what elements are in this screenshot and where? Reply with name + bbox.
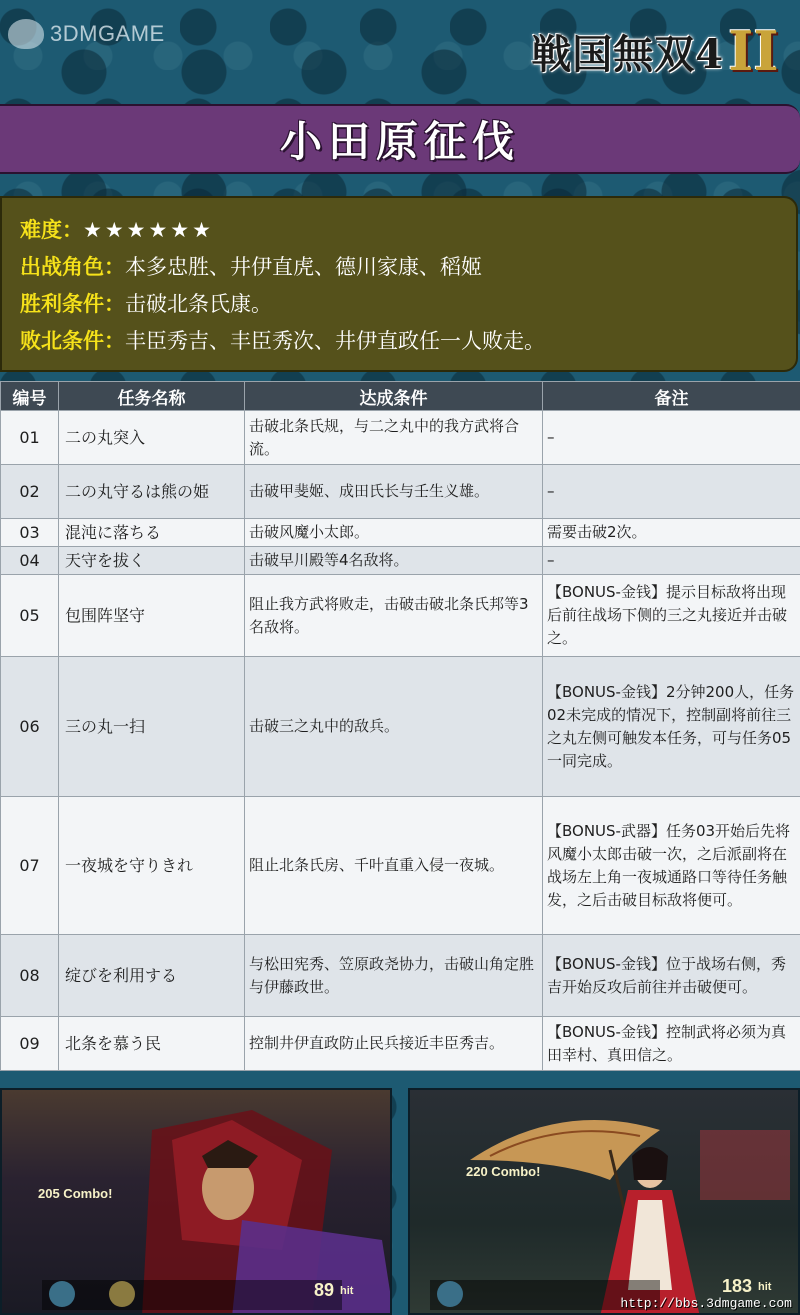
- watermark-text: 3DMGAME: [50, 21, 165, 46]
- defeat-row: [20, 323, 796, 360]
- row-condition: 击破北条氏规，与二之丸中的我方武将合流。: [245, 411, 543, 465]
- characters-row: [20, 249, 796, 286]
- table-row: [1, 465, 800, 519]
- forum-url-caption: http://bbs.3dmgame.com: [620, 1296, 792, 1311]
- header-number: 编号: [1, 382, 59, 411]
- stage-title: 小田原征伐: [279, 117, 520, 166]
- game-logo-text: 戦国無双4: [531, 30, 725, 78]
- row-number: 02: [1, 465, 59, 519]
- left-combo-counter: 205 Combo!: [38, 1186, 113, 1201]
- defeat-value: 丰臣秀吉、丰臣秀次、井伊直政任一人败走。: [125, 329, 545, 353]
- right-ko-unit: hit: [758, 1281, 772, 1293]
- row-note: 【BONUS-金钱】提示目标敌将出现后前往战场下侧的三之丸接近并击破之。: [543, 575, 800, 657]
- row-mission-name: 天守を拔く: [59, 547, 245, 575]
- header-mission-name: 任务名称: [59, 382, 245, 411]
- stage-info-box: [0, 196, 798, 372]
- victory-row: [20, 286, 796, 323]
- row-condition: 阻止北条氏房、千叶直重入侵一夜城。: [245, 797, 543, 935]
- header-condition: 达成条件: [245, 382, 543, 411]
- screenshot-strip: [0, 1088, 800, 1315]
- table-row: [1, 797, 800, 935]
- row-note: 需要击破2次。: [543, 519, 800, 547]
- difficulty-label: 难度：: [20, 218, 83, 242]
- row-mission-name: 一夜城を守りきれ: [59, 797, 245, 935]
- right-combo-counter: 220 Combo!: [466, 1164, 541, 1179]
- row-number: 09: [1, 1017, 59, 1071]
- row-mission-name: 包围阵坚守: [59, 575, 245, 657]
- victory-value: 击破北条氏康。: [125, 292, 272, 316]
- gameplay-screenshot-right: [408, 1088, 800, 1315]
- mission-table: [0, 381, 800, 1071]
- characters-value: 本多忠胜、井伊直虎、德川家康、稻姬: [125, 255, 482, 279]
- table-row: [1, 547, 800, 575]
- row-note: –: [543, 411, 800, 465]
- characters-label: 出战角色：: [20, 255, 125, 279]
- row-mission-name: 三の丸一扫: [59, 657, 245, 797]
- table-row: [1, 575, 800, 657]
- row-number: 07: [1, 797, 59, 935]
- row-condition: 阻止我方武将败走，击破击破北条氏邦等3名敌将。: [245, 575, 543, 657]
- difficulty-stars: ★★★★★★: [83, 218, 214, 242]
- row-number: 03: [1, 519, 59, 547]
- table-row: [1, 935, 800, 1017]
- right-ko-counter: 183: [722, 1276, 753, 1296]
- difficulty-row: [20, 212, 796, 249]
- mission-table-header: [1, 382, 800, 411]
- row-note: –: [543, 547, 800, 575]
- table-row: [1, 1017, 800, 1071]
- row-number: 08: [1, 935, 59, 1017]
- row-number: 04: [1, 547, 59, 575]
- left-ko-counter: 89: [314, 1280, 335, 1300]
- row-note: –: [543, 465, 800, 519]
- watermark-logo-icon: [8, 19, 44, 49]
- table-row: [1, 657, 800, 797]
- row-note: 【BONUS-金钱】位于战场右侧，秀吉开始反攻后前往并击破便可。: [543, 935, 800, 1017]
- row-condition: 与松田宪秀、笠原政尧协力，击破山角定胜与伊藤政世。: [245, 935, 543, 1017]
- row-condition: 击破风魔小太郎。: [245, 519, 543, 547]
- row-mission-name: 混沌に落ちる: [59, 519, 245, 547]
- table-row: [1, 519, 800, 547]
- table-row: [1, 411, 800, 465]
- row-condition: 击破早川殿等4名敌将。: [245, 547, 543, 575]
- row-note: 【BONUS-金钱】控制武将必须为真田幸村、真田信之。: [543, 1017, 800, 1071]
- row-number: 01: [1, 411, 59, 465]
- row-condition: 控制井伊直政防止民兵接近丰臣秀吉。: [245, 1017, 543, 1071]
- row-note: 【BONUS-武器】任务03开始后先将风魔小太郎击破一次，之后派副将在战场左上角一夜城通路口等待任务触发，之后击破目标敌将便可。: [543, 797, 800, 935]
- row-condition: 击破甲斐姬、成田氏长与壬生义雄。: [245, 465, 543, 519]
- gameplay-screenshot-left: [0, 1088, 392, 1315]
- victory-label: 胜利条件：: [20, 292, 125, 316]
- row-mission-name: 二の丸突入: [59, 411, 245, 465]
- left-ko-unit: hit: [340, 1285, 354, 1297]
- defeat-label: 败北条件：: [20, 329, 125, 353]
- row-number: 05: [1, 575, 59, 657]
- stage-title-banner: [0, 104, 800, 174]
- row-note: 【BONUS-金钱】2分钟200人，任务02未完成的情况下，控制副将前往三之丸左侧可触发本任务，可与任务05一同完成。: [543, 657, 800, 797]
- row-mission-name: 绽びを利用する: [59, 935, 245, 1017]
- row-condition: 击破三之丸中的敌兵。: [245, 657, 543, 797]
- row-mission-name: 北条を慕う民: [59, 1017, 245, 1071]
- row-number: 06: [1, 657, 59, 797]
- game-logo-numeral: II: [728, 19, 779, 83]
- header-note: 备注: [543, 382, 800, 411]
- row-mission-name: 二の丸守るは熊の姫: [59, 465, 245, 519]
- site-watermark: [8, 14, 165, 54]
- game-logo: [524, 8, 786, 94]
